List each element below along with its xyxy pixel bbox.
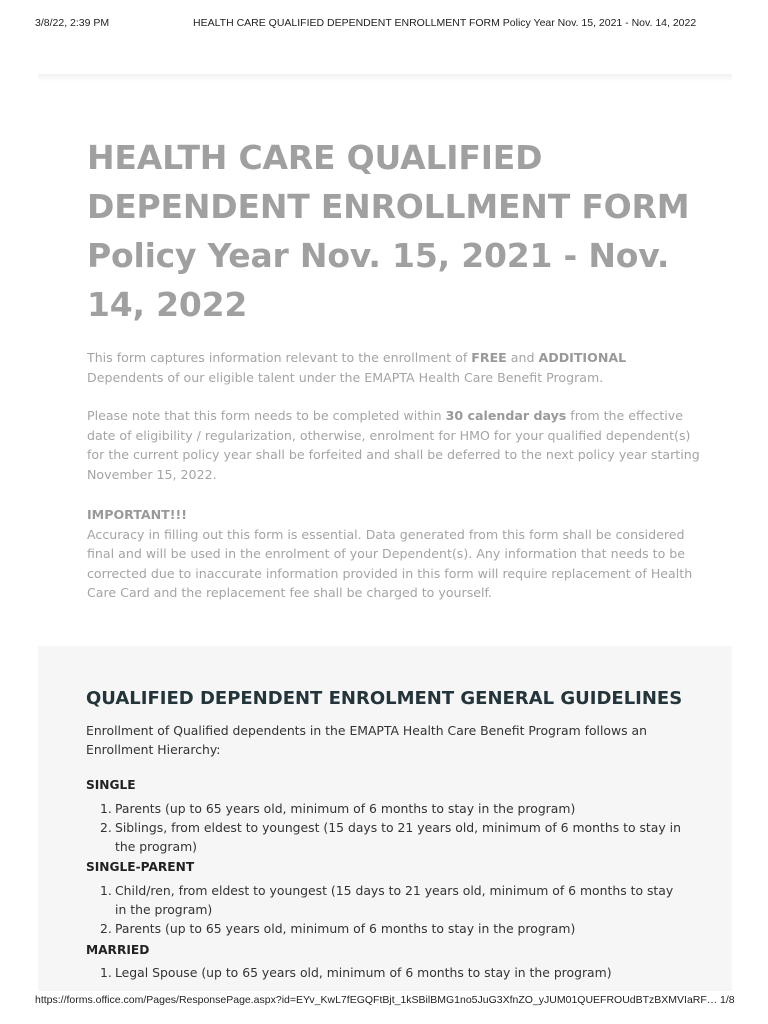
intro-bold-free: FREE	[471, 350, 507, 365]
intro-paragraph-enrollment	[87, 348, 702, 387]
list-number: 1.	[100, 801, 112, 816]
list-item-text: Parents (up to 65 years old, minimum of 6 months to stay in the program)	[115, 801, 576, 816]
print-footer	[0, 994, 768, 1014]
intro-bold-deadline: 30 calendar days	[445, 408, 567, 423]
intro-paragraph-deadline	[87, 406, 702, 484]
list-number: 2.	[100, 921, 112, 936]
guidelines-title: QUALIFIED DEPENDENT ENROLMENT GENERAL GUIDELINES	[86, 688, 683, 709]
list-item-text: Legal Spouse (up to 65 years old, minimum of 6 months to stay in the program)	[115, 965, 612, 980]
print-url: https://forms.office.com/Pages/ResponsePage.aspx?id=EYv_KwL7fEGQFtBjt_1kSBilBMG1no5JuG3XfnZO_yJUM01QUEFROUdBTzBXMVIaRF…	[35, 994, 718, 1006]
list-number: 2.	[100, 820, 112, 835]
guidelines-intro: Enrollment of Qualified dependents in the EMAPTA Health Care Benefit Program follows an Enrollment Hierarchy:	[86, 723, 647, 757]
list-item	[86, 799, 686, 818]
intro-text: This form captures information relevant to the enrollment of	[87, 350, 472, 365]
form-title-line: Policy Year Nov. 15, 2021 - Nov.	[87, 236, 670, 275]
list-item-text: Parents (up to 65 years old, minimum of 6 months to stay in the program)	[115, 921, 576, 936]
list-item	[86, 881, 686, 919]
form-top-edge	[38, 74, 732, 82]
list-number: 1.	[100, 965, 112, 980]
list-item-text: Siblings, from eldest to youngest (15 days to 21 years old, minimum of 6 months to stay in the program)	[115, 820, 681, 854]
list-item	[86, 963, 686, 982]
important-text: Accuracy in filling out this form is essential. Data generated from this form shall be considered final and will be used in the enrolment of your Dependent(s). Any information that needs to be corrected due to inaccurate information provided in this form will require replacement of Health Care Card and the replacement fee shall be charged to yourself.	[87, 526, 693, 600]
guideline-list-married	[86, 963, 686, 982]
print-date: 3/8/22, 2:39 PM	[35, 17, 110, 29]
guideline-heading-single-parent: SINGLE-PARENT	[86, 860, 195, 874]
guideline-list-single	[86, 799, 686, 856]
intro-text: Please note that this form needs to be completed within	[87, 408, 446, 423]
intro-text: and	[506, 350, 539, 365]
intro-bold-additional: ADDITIONAL	[538, 350, 627, 365]
list-item	[86, 818, 686, 856]
guideline-heading-single: SINGLE	[86, 778, 136, 792]
form-title-line: 14, 2022	[87, 285, 248, 324]
form-title	[87, 133, 707, 329]
important-notice	[87, 505, 702, 603]
print-header	[0, 0, 768, 40]
guideline-list-single-parent	[86, 881, 686, 938]
intro-text: Dependents of our eligible talent under the EMAPTA Health Care Benefit Program.	[87, 369, 604, 385]
form-title-line: HEALTH CARE QUALIFIED	[87, 138, 543, 177]
list-number: 1.	[100, 883, 112, 898]
important-label: IMPORTANT!!!	[87, 507, 188, 522]
form-title-line: DEPENDENT ENROLLMENT FORM	[87, 187, 690, 226]
page-number: 1/8	[720, 994, 735, 1006]
guideline-heading-married: MARRIED	[86, 943, 150, 957]
intro-text: from the effective date of eligibility / regularization, otherwise, enrolment for HMO for your qualified dependent(s) for the current policy year shall be forfeited and shall be deferred to the next policy year starting November 15, 2022.	[87, 408, 700, 482]
list-item-text: Child/ren, from eldest to youngest (15 days to 21 years old, minimum of 6 months to stay in the program)	[115, 883, 674, 917]
list-item	[86, 919, 686, 938]
print-doc-title: HEALTH CARE QUALIFIED DEPENDENT ENROLLMENT FORM Policy Year Nov. 15, 2021 - Nov. 14, 2022	[193, 17, 697, 29]
